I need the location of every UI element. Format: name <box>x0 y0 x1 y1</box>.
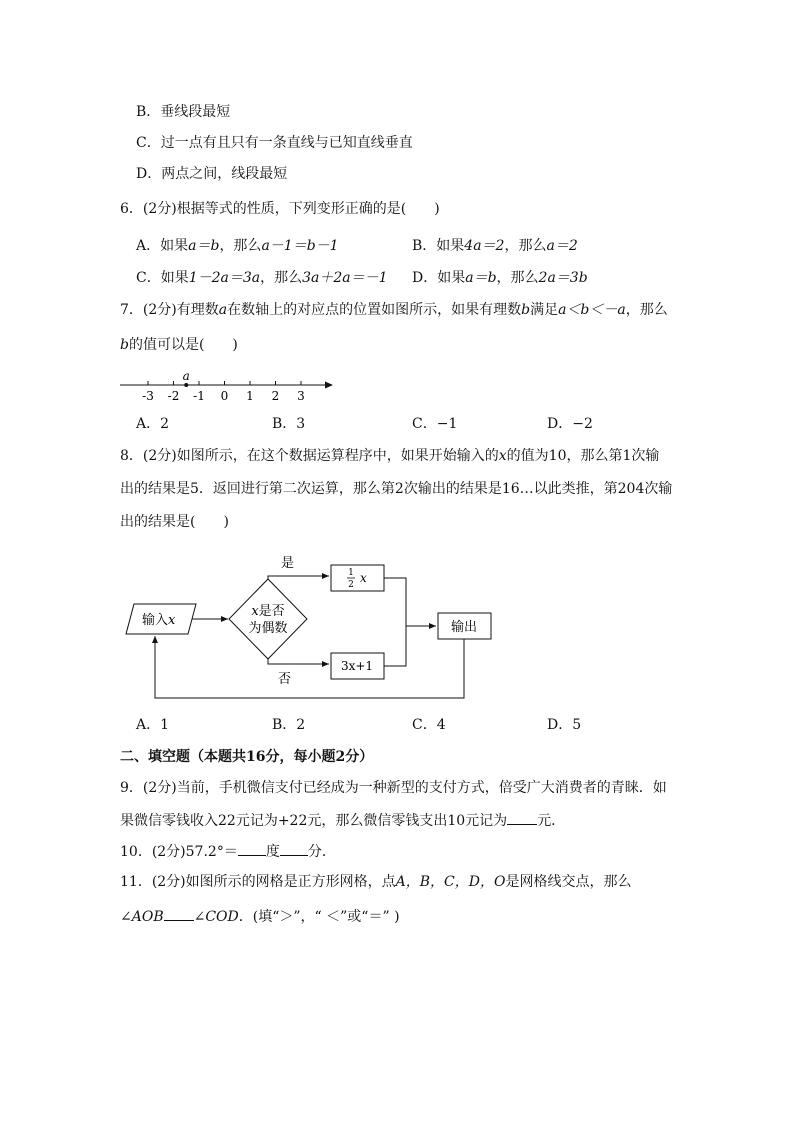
q9-line2 <box>120 810 565 831</box>
q6-c-result: 3a＋2a＝－1 <box>302 270 388 286</box>
q6-option-b <box>412 236 578 256</box>
q11-angle-aob: ∠AOB <box>120 909 164 925</box>
q11-points: A，B，C，D，O <box>395 874 506 890</box>
flow-half-numerator: 1 <box>348 568 354 578</box>
flow-decision-diamond <box>229 579 307 659</box>
flow-half-box <box>331 565 384 591</box>
q7-option-c: C．−1 <box>412 416 458 432</box>
flow-half-denominator: 2 <box>348 580 354 590</box>
q5-option-b: B．垂线段最短 <box>136 104 231 120</box>
q6-a-mid: ，那么 <box>219 238 262 254</box>
q11-line1-pre: 11．(2分)如图所示的网格是正方形网格，点 <box>120 874 396 890</box>
flow-output-label: 输出 <box>450 620 478 635</box>
q7-inequality: a＜b＜－a <box>558 302 626 318</box>
q7-stem-pre: 7．(2分)有理数 <box>120 302 219 318</box>
flow-half-var: x <box>360 571 367 585</box>
q6-c-cond: 1－2a＝3a <box>188 270 261 286</box>
q10-post: 分． <box>307 844 336 860</box>
q7-line2-text: 的值可以是( ) <box>128 337 238 353</box>
q6-a-cond: a＝b <box>188 238 220 254</box>
number-line-tick-label: -3 <box>142 389 154 403</box>
flow-input-label: 输入x <box>142 613 176 628</box>
q7-stem-end: ，那么 <box>625 302 668 318</box>
number-line-tick-label: -2 <box>167 389 180 403</box>
q6-c-pre: C．如果 <box>136 270 189 286</box>
flow-arrow-yes <box>268 576 329 579</box>
q8-option-d: D．5 <box>547 717 582 733</box>
q7-stem-line1 <box>120 300 668 320</box>
q8-line1-post: 的值为10，那么第1次输 <box>506 448 660 464</box>
number-line-tick-label: 2 <box>271 389 280 403</box>
q7-stem-mid1: 在数轴上的对应点的位置如图所示，如果有理数 <box>227 302 522 318</box>
q8-option-a: A．1 <box>136 717 170 733</box>
flow-yes-label: 是 <box>281 556 295 571</box>
q6-c-mid: ，那么 <box>260 270 303 286</box>
q8-stem-line2: 出的结果是5．返回进行第二次运算，那么第2次输出的结果是16…以此类推，第204次输 <box>120 481 673 497</box>
q10-line <box>120 841 336 862</box>
flow-no-label: 否 <box>278 672 292 687</box>
q6-option-a <box>136 236 339 256</box>
q11-line1 <box>120 872 631 892</box>
q7-var-a: a <box>218 302 228 318</box>
q7-option-d: D．−2 <box>547 416 593 432</box>
number-line-tick-label: 3 <box>297 389 305 403</box>
q10-minute-blank[interactable] <box>280 841 308 856</box>
number-line-tick-label: 0 <box>220 389 229 403</box>
q10-degree-blank[interactable] <box>238 841 266 856</box>
flow-decision-line2: 为偶数 <box>248 621 288 636</box>
flow-triple-label: 3x+1 <box>340 659 374 673</box>
q7-stem-line2 <box>120 335 238 355</box>
q11-line1-post: 是网格线交点，那么 <box>505 874 632 890</box>
q9-answer-blank[interactable] <box>507 810 537 825</box>
q7-var-b: b <box>521 302 531 318</box>
q9-line2-pre: 果微信零钱收入22元记为+22元，那么微信零钱支出10元记为 <box>120 813 508 829</box>
q6-option-c <box>136 268 388 288</box>
q7-number-line <box>115 365 345 405</box>
q10-pre: 10．(2分)57.2°＝ <box>120 844 238 860</box>
q9-line1: 9．(2分)当前，手机微信支付已经成为一种新型的支付方式，倍受广大消费者的青睐．如 <box>120 780 667 796</box>
q8-line1-var: x <box>498 448 507 464</box>
q8-stem-line3: 出的结果是( ) <box>120 514 229 530</box>
flow-merge-line <box>384 578 406 666</box>
q6-stem: 6．(2分)根据等式的性质，下列变形正确的是( ) <box>120 201 440 217</box>
q6-a-result: a－1＝b－1 <box>261 238 339 254</box>
q11-answer-blank[interactable] <box>164 906 194 921</box>
q6-b-pre: B．如果 <box>412 238 465 254</box>
q8-flowchart <box>118 548 518 713</box>
q8-stem-line1 <box>120 446 659 466</box>
number-line-arrow-icon <box>325 382 333 389</box>
q6-d-cond: a＝b <box>465 270 497 286</box>
section-fill-in-title: 二、填空题（本题共16分，每小题2分） <box>120 749 374 765</box>
q8-option-b: B．2 <box>272 717 306 733</box>
q5-option-d: D．两点之间，线段最短 <box>136 166 288 182</box>
q6-b-cond: 4a＝2 <box>464 238 505 254</box>
q6-option-d <box>412 268 588 288</box>
q11-angle-cod: ∠COD <box>193 909 239 925</box>
q11-line2-post: ．(填“＞”，“ ＜”或“＝” ) <box>238 909 400 925</box>
q6-a-pre: A．如果 <box>136 238 189 254</box>
number-line-tick-label: -1 <box>193 389 205 403</box>
q6-b-result: a＝2 <box>546 238 578 254</box>
flow-arrow-no <box>268 659 329 664</box>
number-line-point-label: a <box>182 369 190 383</box>
q7-option-a: A．2 <box>136 416 170 432</box>
q8-option-c: C．4 <box>412 717 446 733</box>
q10-mid: 度 <box>265 844 280 860</box>
flow-decision-line1: x是否 <box>251 604 285 619</box>
q7-option-b: B．3 <box>272 416 306 432</box>
number-line-ticks <box>142 381 305 403</box>
q9-line2-post: 元． <box>537 813 566 829</box>
q6-d-mid: ，那么 <box>496 270 539 286</box>
q6-d-result: 2a＝3b <box>538 270 588 286</box>
q7-line2-var: b <box>120 337 129 353</box>
q11-line2 <box>120 906 400 927</box>
flow-arrow-loop-back <box>155 636 464 698</box>
number-line-tick-label: 1 <box>246 389 254 403</box>
q8-line1-pre: 8．(2分)如图所示，在这个数据运算程序中，如果开始输入的 <box>120 448 499 464</box>
q6-b-mid: ，那么 <box>504 238 547 254</box>
q5-option-c: C．过一点有且只有一条直线与已知直线垂直 <box>136 135 413 151</box>
q6-d-pre: D．如果 <box>412 270 466 286</box>
number-line-point-a <box>184 383 188 387</box>
q7-stem-mid2: 满足 <box>530 302 559 318</box>
